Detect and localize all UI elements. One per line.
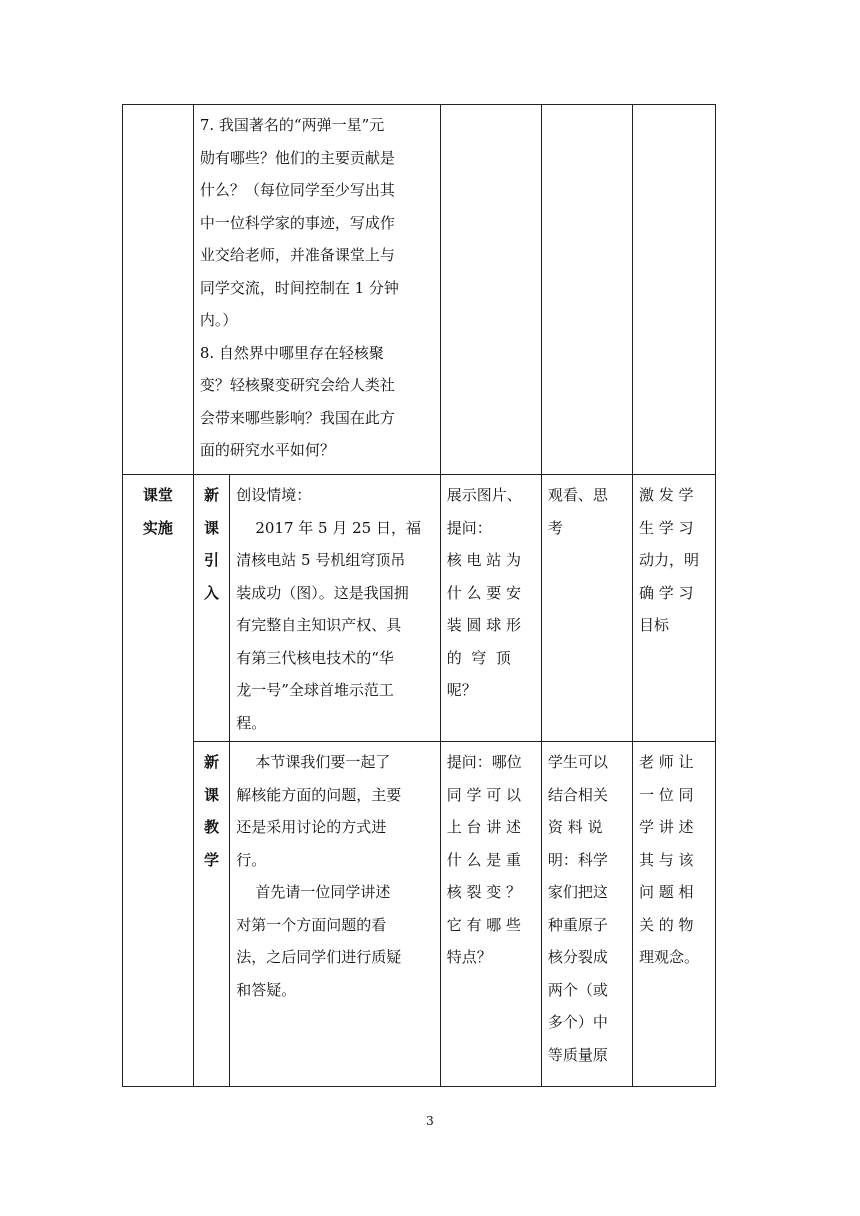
cell-intro-teacher bbox=[440, 475, 541, 742]
intent-line: 问 题 相 bbox=[638, 883, 694, 901]
intent-line: 关 的 物 bbox=[638, 915, 694, 934]
sub-label-char: 学 bbox=[204, 850, 220, 869]
homework-line: 勋有哪些？他们的主要贡献是 bbox=[199, 148, 395, 167]
teacher-line: 呢？ bbox=[446, 681, 477, 699]
homework-line: 会带来哪些影响？我国在此方 bbox=[199, 408, 395, 427]
cell-intro-content bbox=[230, 475, 440, 742]
teacher-line: 什 么 是 重 bbox=[446, 850, 522, 869]
teaching-line: 本节课我们要一起了 bbox=[236, 753, 391, 771]
intent-line: 老 师 让 bbox=[638, 753, 694, 771]
table-row-teaching bbox=[123, 742, 716, 1087]
sub-label-char: 课 bbox=[204, 518, 220, 537]
intro-line: 清核电站 5 号机组穹顶吊 bbox=[236, 551, 406, 569]
cell-empty-section bbox=[123, 105, 194, 475]
cell-teaching-content bbox=[230, 742, 440, 1087]
intent-line: 确 学 习 bbox=[638, 583, 694, 602]
homework-line: 什么？（每位同学至少写出其 bbox=[199, 181, 395, 199]
intent-line: 动力，明 bbox=[638, 551, 699, 569]
intro-line: 龙一号”全球首堆示范工 bbox=[236, 681, 394, 699]
intro-title: 创设情境： bbox=[236, 486, 312, 504]
section-label-line: 实施 bbox=[142, 518, 173, 537]
section-label-line: 课堂 bbox=[142, 486, 173, 504]
page-number: 3 bbox=[426, 1114, 434, 1128]
section-label-classroom bbox=[123, 475, 194, 1087]
cell-teaching-teacher bbox=[440, 742, 541, 1087]
cell-teaching-student bbox=[541, 742, 632, 1087]
teacher-line: 同 学 可 以 bbox=[446, 785, 522, 804]
sub-label-char: 教 bbox=[204, 818, 220, 836]
teaching-line: 对第一个方面问题的看 bbox=[236, 915, 387, 934]
intro-line: 有完整自主知识产权、具 bbox=[236, 616, 402, 634]
sub-label-intro bbox=[193, 475, 229, 742]
student-line: 考 bbox=[547, 518, 563, 537]
teacher-line: 它 有 哪 些 bbox=[446, 915, 522, 934]
cell-empty-intent bbox=[632, 105, 715, 475]
cell-intro-student bbox=[541, 475, 632, 742]
cell-teaching-intent bbox=[632, 742, 715, 1087]
intent-line: 目标 bbox=[638, 616, 669, 634]
teaching-line: 还是采用讨论的方式进 bbox=[236, 818, 387, 836]
student-line: 家们把这 bbox=[547, 883, 608, 901]
sub-label-char: 新 bbox=[204, 486, 220, 504]
teacher-line: 的 穹 顶 bbox=[446, 648, 511, 667]
student-line: 多个）中 bbox=[547, 1013, 608, 1031]
student-line: 核分裂成 bbox=[547, 948, 608, 966]
intent-line: 激 发 学 bbox=[638, 486, 694, 504]
intent-line: 一 位 同 bbox=[638, 785, 694, 804]
sub-label-char: 入 bbox=[204, 583, 220, 602]
student-line: 等质量原 bbox=[547, 1045, 608, 1064]
teaching-line: 解核能方面的问题，主要 bbox=[236, 785, 402, 804]
homework-line: 同学交流，时间控制在 1 分钟 bbox=[199, 278, 399, 297]
homework-line: 业交给老师，并准备课堂上与 bbox=[199, 246, 395, 264]
student-line: 种重原子 bbox=[547, 915, 608, 934]
teacher-line: 展示图片、 bbox=[446, 486, 522, 504]
student-line: 资 料 说 bbox=[547, 818, 603, 836]
teacher-line: 特点？ bbox=[446, 948, 492, 966]
intent-line: 学 讲 述 bbox=[638, 818, 694, 836]
cell-empty-student bbox=[541, 105, 632, 475]
intro-line: 2017 年 5 月 25 日，福 bbox=[236, 518, 421, 537]
teacher-line: 提问： bbox=[446, 518, 492, 537]
lesson-plan-table bbox=[122, 104, 716, 1087]
intent-line: 理观念。 bbox=[638, 948, 699, 966]
cell-empty-teacher bbox=[440, 105, 541, 475]
cell-intro-intent bbox=[632, 475, 715, 742]
homework-line: 7. 我国著名的“两弹一星”元 bbox=[199, 116, 385, 134]
homework-line: 内。） bbox=[199, 311, 238, 329]
student-line: 明：科学 bbox=[547, 850, 608, 869]
sub-label-char: 课 bbox=[204, 785, 220, 804]
student-line: 学生可以 bbox=[547, 753, 608, 771]
sub-label-teaching bbox=[193, 742, 229, 1087]
intent-line: 生 学 习 bbox=[638, 518, 694, 537]
teacher-line: 上 台 讲 述 bbox=[446, 818, 522, 836]
homework-line: 面的研究水平如何？ bbox=[199, 441, 335, 459]
intro-line: 装成功（图）。这是我国拥 bbox=[236, 583, 409, 602]
teaching-line: 法，之后同学们进行质疑 bbox=[236, 948, 402, 966]
homework-line: 中一位科学家的事迹，写成作 bbox=[199, 213, 395, 232]
cell-homework-questions bbox=[193, 105, 440, 475]
homework-line: 8. 自然界中哪里存在轻核聚 bbox=[199, 343, 384, 362]
teacher-line: 什 么 要 安 bbox=[446, 583, 522, 602]
homework-text bbox=[200, 109, 434, 467]
teacher-line: 装 圆 球 形 bbox=[446, 616, 522, 634]
table-row-intro bbox=[123, 475, 716, 742]
teaching-line: 和答疑。 bbox=[236, 980, 297, 999]
sub-label-char: 引 bbox=[204, 551, 220, 569]
teaching-line: 首先请一位同学讲述 bbox=[236, 883, 391, 901]
student-line: 观看、思 bbox=[547, 486, 608, 504]
student-line: 两个（或 bbox=[547, 980, 608, 999]
intro-line: 有第三代核电技术的“华 bbox=[236, 648, 394, 667]
intro-line: 程。 bbox=[236, 713, 267, 732]
intent-line: 其 与 该 bbox=[638, 850, 694, 869]
table-row-homework bbox=[123, 105, 716, 475]
homework-line: 变？轻核聚变研究会给人类社 bbox=[199, 376, 395, 394]
student-line: 结合相关 bbox=[547, 785, 608, 804]
teacher-line: 核 电 站 为 bbox=[446, 551, 522, 569]
sub-label-char: 新 bbox=[204, 753, 220, 771]
teacher-line: 提问：哪位 bbox=[446, 753, 522, 771]
teacher-line: 核 裂 变 ？ bbox=[446, 883, 522, 901]
teaching-line: 行。 bbox=[236, 850, 267, 869]
